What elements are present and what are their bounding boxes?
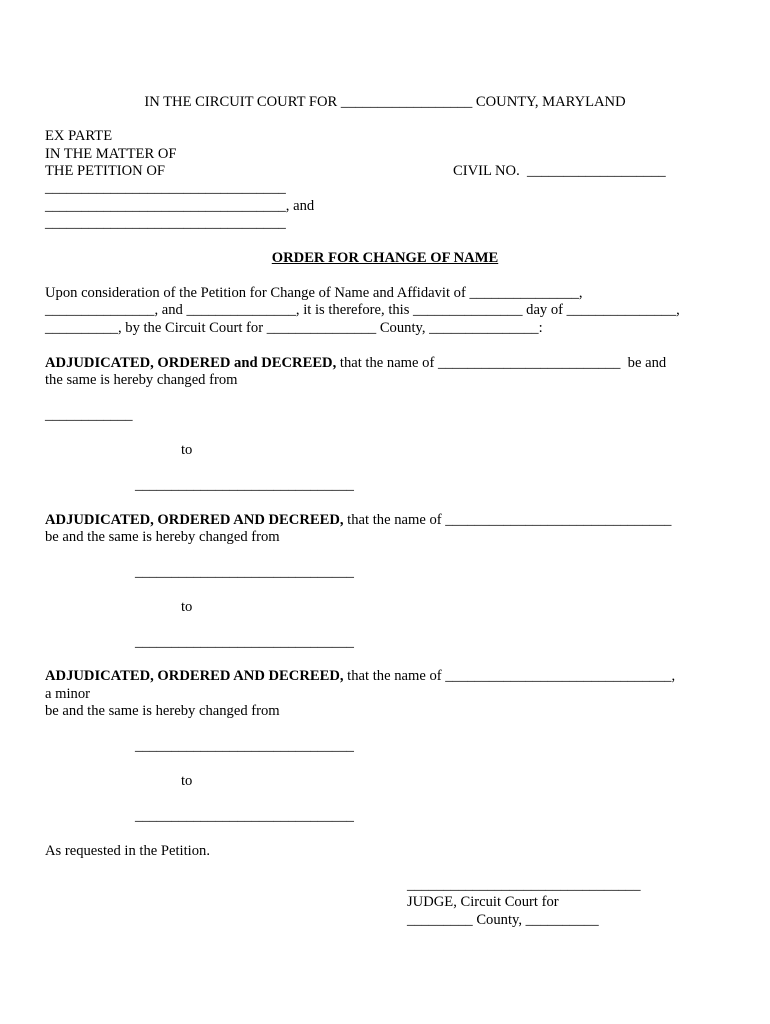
- clause-2-line-2: be and the same is hereby changed from: [45, 529, 280, 545]
- clause-1-line-2: the same is hereby changed from: [45, 372, 238, 388]
- recital-line-1: Upon consideration of the Petition for Change of Name and Affidavit of _______________,: [45, 285, 583, 301]
- court-header: IN THE CIRCUIT COURT FOR __________________ COUNTY, MARYLAND: [144, 94, 626, 110]
- petitioner-name-blank-1[interactable]: _________________________________: [45, 180, 286, 196]
- clause-2-line-1: [45, 512, 671, 529]
- clause-1-to-blank[interactable]: ______________________________: [135, 477, 354, 493]
- clause-1-line-1: [45, 355, 666, 372]
- clause-3-text: that the name of _______________________________,: [343, 668, 676, 684]
- clause-1-heading: ADJUDICATED, ORDERED and DECREED,: [45, 355, 337, 371]
- clause-3-line-3: be and the same is hereby changed from: [45, 703, 280, 719]
- petitioner-name-blank-3[interactable]: _________________________________: [45, 215, 286, 231]
- clause-2-to-label: to: [181, 599, 193, 615]
- caption-ex-parte: EX PARTE: [45, 128, 113, 144]
- clause-1-to-label: to: [181, 442, 193, 458]
- caption-in-the-matter: IN THE MATTER OF: [45, 146, 177, 162]
- document-title: ORDER FOR CHANGE OF NAME: [271, 250, 499, 266]
- clause-1-from-blank[interactable]: ____________: [45, 407, 133, 423]
- clause-3-to-label: to: [181, 773, 193, 789]
- recital-line-3: __________, by the Circuit Court for _______________ County, _______________:: [45, 320, 543, 336]
- clause-3-heading: ADJUDICATED, ORDERED AND DECREED,: [45, 668, 344, 684]
- judge-title: JUDGE, Circuit Court for: [407, 894, 559, 910]
- clause-3-from-blank[interactable]: ______________________________: [135, 738, 354, 754]
- caption-petition-of: THE PETITION OF: [45, 163, 165, 179]
- clause-1-text: that the name of _________________________ be and: [336, 355, 667, 371]
- petitioner-name-blank-2[interactable]: _________________________________, and: [45, 198, 315, 214]
- recital-line-2: _______________, and _______________, it is therefore, this _______________ day of _______________,: [45, 302, 680, 318]
- clause-3-line-1: [45, 668, 675, 685]
- judge-signature-line[interactable]: ________________________________: [407, 877, 641, 893]
- clause-2-heading: ADJUDICATED, ORDERED AND DECREED,: [45, 512, 344, 528]
- clause-3-line-2: a minor: [45, 686, 90, 702]
- clause-2-text: that the name of _______________________________: [343, 512, 672, 528]
- clause-2-from-blank[interactable]: ______________________________: [135, 564, 354, 580]
- clause-3-to-blank[interactable]: ______________________________: [135, 808, 354, 824]
- clause-2-to-blank[interactable]: ______________________________: [135, 634, 354, 650]
- closing-text: As requested in the Petition.: [45, 843, 210, 859]
- judge-county-line[interactable]: _________ County, __________: [407, 912, 599, 928]
- civil-number-field[interactable]: CIVIL NO. ___________________: [453, 163, 666, 179]
